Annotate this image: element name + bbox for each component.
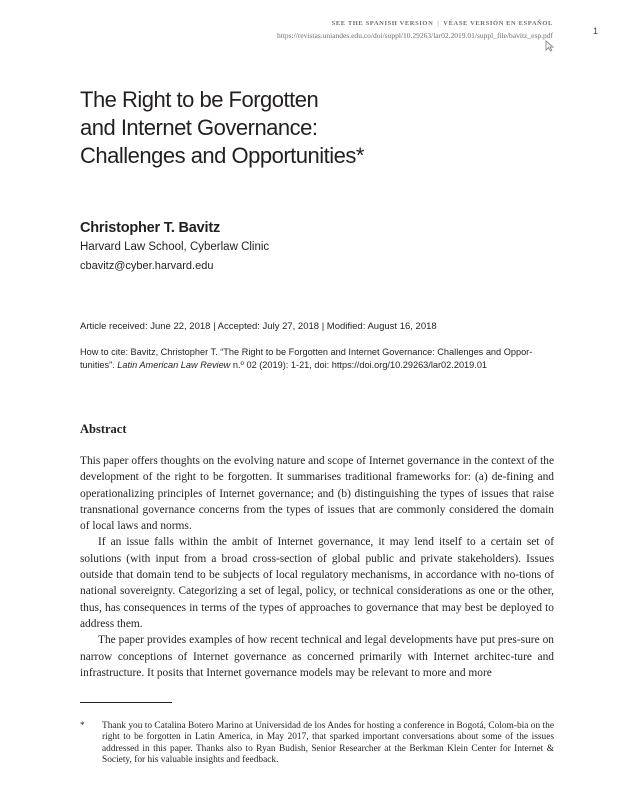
author-email[interactable]: cbavitz@cyber.harvard.edu — [80, 260, 214, 272]
footnote-mark: * — [80, 721, 85, 731]
author-name: Christopher T. Bavitz — [80, 220, 221, 236]
article-dates: Article received: June 22, 2018 | Accepted: July 27, 2018 | Modified: August 16, 2018 — [80, 321, 437, 332]
title-line: The Right to be Forgotten — [80, 87, 319, 112]
abstract-paragraph: The paper provides examples of how recent technical and legal developments have put pres-sure on narrow conceptions of Internet governance as concerned primarily with Internet architec-ture and infrastructure. It posits that Internet governance models may be relevant to more and more — [80, 634, 554, 679]
citation-prefix: How to cite: Bavitz, Christopher T. “The Right to be Forgotten and Internet Governance: Challenges and Oppor-tunities”. — [80, 347, 533, 370]
citation-suffix[interactable]: n.º 02 (2019): 1-21, doi: https://doi.org/10.29263/lar02.2019.01 — [232, 360, 488, 370]
abstract-paragraph: If an issue falls within the ambit of Internet governance, it may lend itself to a certain set of solutions (with input from a broad cross-section of global public and private stakeholders). Issues outside that domain tend to be subjects of local regulatory mechanisms, in accordance with no-tions of national sovereignty. Categorizing a set of legal, policy, or technical considerations as one or the other, thus, has consequences in terms of the types of approaches to governance that may best be deployed to address them. — [80, 536, 554, 630]
citation-journal: Latin American Law Review — [117, 360, 231, 370]
mouse-cursor-icon — [545, 40, 555, 52]
abstract-paragraph: This paper offers thoughts on the evolving nature and scope of Internet governance in the context of the development of the right to be forgotten. It summarises traditional frameworks for: (a) de-fining and operationalizing principles of Internet governance; and (b) distinguishing the types of issues that raise transnational governance concerns from the types of issues that are commonly considered the domain of local laws and norms. — [80, 455, 554, 533]
citation — [80, 346, 554, 372]
see-spanish-label[interactable]: SEE THE SPANISH VERSION — [331, 20, 434, 27]
vease-espanol-label[interactable]: VÉASE VERSIÓN EN ESPAÑOL — [443, 20, 553, 27]
author-affiliation: Harvard Law School, Cyberlaw Clinic — [80, 241, 270, 253]
footnote-text: Thank you to Catalina Botero Marino at Universidad de los Andes for hosting a conference in Bogotá, Colom-bia on the right to be forgotten in Latin America, in May 2017, that sparked important conversations about some of the issues addressed in this paper. Thanks also to Ryan Budish, Senior Researcher at the Berkman Klein Center for Internet & Society, for his valuable insights and feedback. — [102, 721, 554, 766]
footnote-divider — [80, 702, 172, 703]
footnote — [80, 721, 554, 767]
abstract-heading: Abstract — [80, 422, 127, 436]
paper-title — [80, 86, 500, 170]
abstract-body — [80, 453, 554, 681]
spanish-version-url[interactable]: https://revistas.uniandes.edu.co/doi/suppl/10.29263/lar02.2019.01/suppl_file/bavitz_esp.pdf — [276, 31, 553, 40]
title-line: Challenges and Opportunities* — [80, 143, 364, 168]
header-separator: | — [437, 20, 440, 27]
title-line: and Internet Governance: — [80, 115, 318, 140]
spanish-version-link[interactable] — [277, 20, 553, 40]
page-number: 1 — [593, 26, 599, 36]
